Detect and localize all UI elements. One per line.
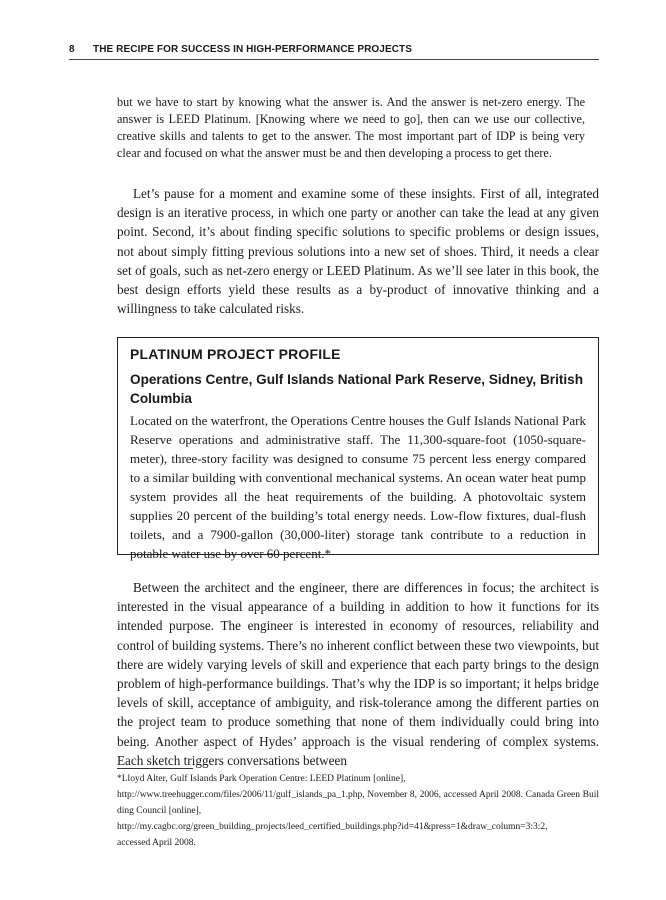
footnote-rule: [117, 768, 193, 769]
block-quote: but we have to start by knowing what the answer is. And the answer is net-zero energy. The answer is LEED Platinum. [Knowing where we need to go], then can we use our collective, creative skills and talents to get to the answer. The most important part of IDP is being very clear and focused on what the answer must be and then developing a process to get there.: [117, 95, 585, 161]
profile-label: PLATINUM PROJECT PROFILE: [130, 346, 341, 362]
footnote-line-4: accessed April 2008.: [117, 838, 196, 848]
platinum-project-profile-box: [117, 337, 599, 561]
body-paragraph-1: Let’s pause for a moment and examine some of these insights. First of all, integrated design is an iterative process, in which one party or another can take the lead at any given point. Second, it’s about finding specific solutions to specific problems or design issues, not about simply fitting previous solutions into a new set of shoes. Third, it needs a clear set of goals, such as net-zero energy or LEED Platinum. As we’ll see later in this book, the best design efforts yield these results as a by-product of innovative thinking and a willingness to take calculated risks.: [117, 186, 599, 317]
running-header: [69, 44, 599, 60]
footnote-line-3: http://my.cagbc.org/green_building_projects/leed_certified_buildings.php?id=41&press=1&draw_column=3:3:2,: [117, 822, 548, 832]
footnote: [117, 771, 599, 851]
profile-title: Operations Centre, Gulf Islands National Park Reserve, Sidney, British Columbia: [130, 372, 584, 406]
footnote-line-2: http://www.treehugger.com/files/2006/11/gulf_islands_pa_1.php, November 8, 2006, accessed April 2008. Canada Green Building Council [online],: [117, 790, 599, 816]
footnote-line-1: *Lloyd Alter, Gulf Islands Park Operation Centre: LEED Platinum [online],: [117, 774, 406, 784]
profile-text: Located on the waterfront, the Operations Centre houses the Gulf Islands National Park Reserve operations and administrative staff. The 11,300-square-foot (1050-square-meter), three-story facility was designed to consume 75 percent less energy compared to a similar building with conventional mechanical systems. An ocean water heat pump system provides all the heat requirements of the building. A photovoltaic system supplies 20 percent of the building’s total energy needs. Low-flow fixtures, dual-flush toilets, and a 7900-gallon (30,000-liter) storage tank contribute to a reduction in potable water use by over 60 percent.*: [130, 413, 586, 561]
body-paragraph-2: Between the architect and the engineer, there are differences in focus; the architect is interested in the visual appearance of a building in addition to how it functions for its intended purpose. The engineer is interested in economy of resources, reliability and control of building systems. There’s no inherent conflict between these two viewpoints, but there are widely varying levels of skill and experience that each party brings to the design problem of high-performance buildings. That’s why the IDP is so important; it helps bridge levels of skill, acceptance of ambiguity, and risk-tolerance among the different parties on the project team to produce something that none of them individually could bring into being. Another aspect of Hydes’ approach is the visual rendering of complex systems. Each sketch triggers conversations between: [117, 580, 599, 768]
page-number: 8: [69, 44, 75, 55]
running-title: THE RECIPE FOR SUCCESS IN HIGH-PERFORMANCE PROJECTS: [93, 44, 413, 55]
